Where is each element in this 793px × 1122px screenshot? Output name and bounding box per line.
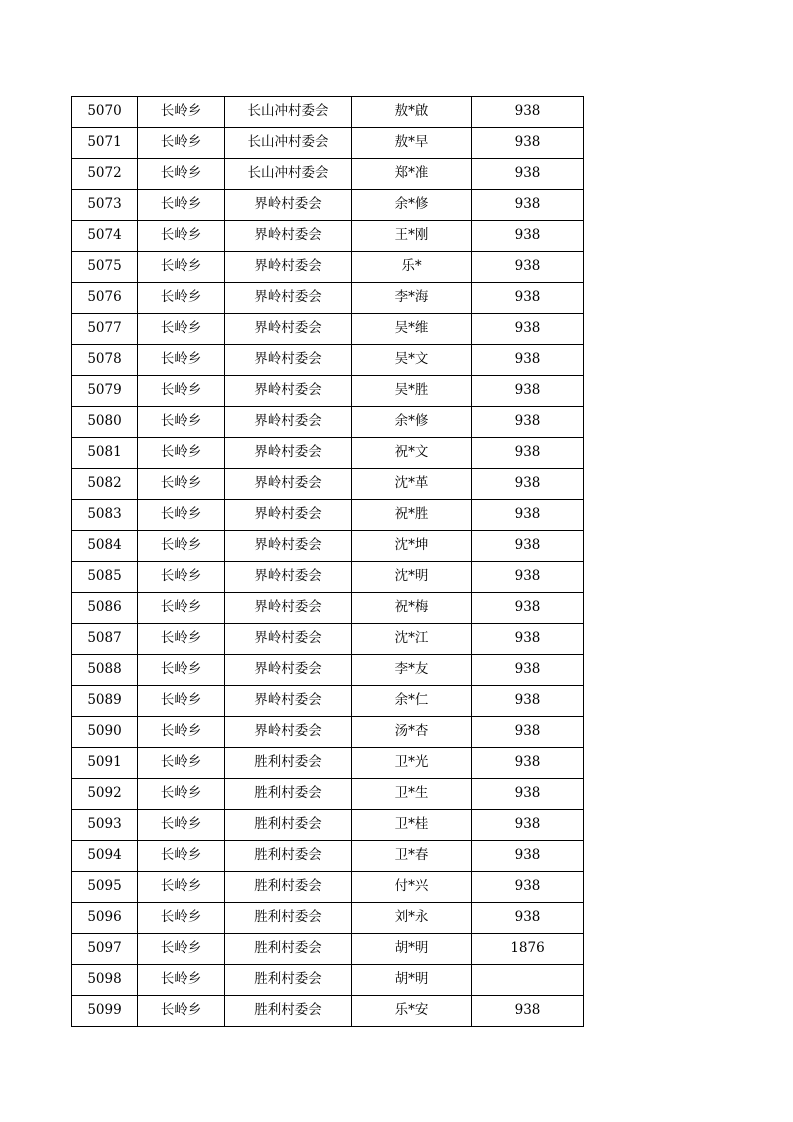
village-committee-cell: 胜利村委会 <box>225 810 352 841</box>
name-cell: 余*仁 <box>352 686 472 717</box>
village-committee-cell: 界岭村委会 <box>225 221 352 252</box>
table-row <box>72 562 584 593</box>
township-cell: 长岭乡 <box>138 283 225 314</box>
amount-cell: 938 <box>472 779 584 810</box>
amount-cell: 938 <box>472 128 584 159</box>
township-cell: 长岭乡 <box>138 531 225 562</box>
table-row <box>72 407 584 438</box>
table-row <box>72 376 584 407</box>
amount-cell: 938 <box>472 159 584 190</box>
amount-cell: 938 <box>472 314 584 345</box>
amount-cell: 938 <box>472 438 584 469</box>
village-committee-cell: 胜利村委会 <box>225 872 352 903</box>
village-committee-cell: 长山冲村委会 <box>225 97 352 128</box>
township-cell: 长岭乡 <box>138 159 225 190</box>
row-id-cell: 5083 <box>72 500 138 531</box>
amount-cell: 938 <box>472 903 584 934</box>
village-committee-cell: 界岭村委会 <box>225 283 352 314</box>
amount-cell: 938 <box>472 531 584 562</box>
village-committee-cell: 界岭村委会 <box>225 376 352 407</box>
row-id-cell: 5079 <box>72 376 138 407</box>
amount-cell: 938 <box>472 717 584 748</box>
name-cell: 敖*早 <box>352 128 472 159</box>
village-committee-cell: 界岭村委会 <box>225 717 352 748</box>
table-row <box>72 159 584 190</box>
table-row <box>72 190 584 221</box>
row-id-cell: 5087 <box>72 624 138 655</box>
village-committee-cell: 界岭村委会 <box>225 407 352 438</box>
amount-cell: 938 <box>472 500 584 531</box>
village-committee-cell: 界岭村委会 <box>225 438 352 469</box>
township-cell: 长岭乡 <box>138 221 225 252</box>
amount-cell: 938 <box>472 562 584 593</box>
row-id-cell: 5082 <box>72 469 138 500</box>
village-committee-cell: 胜利村委会 <box>225 779 352 810</box>
name-cell: 余*修 <box>352 190 472 221</box>
village-committee-cell: 胜利村委会 <box>225 903 352 934</box>
amount-cell: 938 <box>472 810 584 841</box>
table-row <box>72 593 584 624</box>
amount-cell: 1876 <box>472 934 584 965</box>
township-cell: 长岭乡 <box>138 965 225 996</box>
row-id-cell: 5072 <box>72 159 138 190</box>
row-id-cell: 5075 <box>72 252 138 283</box>
village-committee-cell: 界岭村委会 <box>225 624 352 655</box>
name-cell: 胡*明 <box>352 934 472 965</box>
village-committee-cell: 界岭村委会 <box>225 500 352 531</box>
village-committee-cell: 界岭村委会 <box>225 686 352 717</box>
row-id-cell: 5070 <box>72 97 138 128</box>
name-cell: 王*刚 <box>352 221 472 252</box>
name-cell: 沈*坤 <box>352 531 472 562</box>
table-row <box>72 345 584 376</box>
table-row <box>72 841 584 872</box>
table-row <box>72 996 584 1027</box>
table-row <box>72 717 584 748</box>
row-id-cell: 5090 <box>72 717 138 748</box>
township-cell: 长岭乡 <box>138 717 225 748</box>
table-row <box>72 624 584 655</box>
village-committee-cell: 界岭村委会 <box>225 531 352 562</box>
row-id-cell: 5071 <box>72 128 138 159</box>
village-committee-cell: 界岭村委会 <box>225 593 352 624</box>
name-cell: 沈*江 <box>352 624 472 655</box>
name-cell: 乐* <box>352 252 472 283</box>
township-cell: 长岭乡 <box>138 438 225 469</box>
name-cell: 刘*永 <box>352 903 472 934</box>
name-cell: 汤*杏 <box>352 717 472 748</box>
amount-cell: 938 <box>472 655 584 686</box>
table-row <box>72 655 584 686</box>
name-cell: 卫*光 <box>352 748 472 779</box>
township-cell: 长岭乡 <box>138 655 225 686</box>
township-cell: 长岭乡 <box>138 624 225 655</box>
table-row <box>72 252 584 283</box>
table-row <box>72 872 584 903</box>
amount-cell <box>472 965 584 996</box>
village-committee-cell: 界岭村委会 <box>225 562 352 593</box>
row-id-cell: 5091 <box>72 748 138 779</box>
row-id-cell: 5092 <box>72 779 138 810</box>
amount-cell: 938 <box>472 593 584 624</box>
table-row <box>72 748 584 779</box>
name-cell: 李*海 <box>352 283 472 314</box>
name-cell: 卫*春 <box>352 841 472 872</box>
name-cell: 吴*文 <box>352 345 472 376</box>
row-id-cell: 5084 <box>72 531 138 562</box>
table-body <box>72 97 584 1027</box>
amount-cell: 938 <box>472 996 584 1027</box>
township-cell: 长岭乡 <box>138 407 225 438</box>
name-cell: 吴*胜 <box>352 376 472 407</box>
village-committee-cell: 长山冲村委会 <box>225 128 352 159</box>
table-row <box>72 314 584 345</box>
township-cell: 长岭乡 <box>138 748 225 779</box>
name-cell: 李*友 <box>352 655 472 686</box>
row-id-cell: 5098 <box>72 965 138 996</box>
row-id-cell: 5077 <box>72 314 138 345</box>
name-cell: 祝*文 <box>352 438 472 469</box>
data-table <box>71 96 584 1027</box>
amount-cell: 938 <box>472 748 584 779</box>
table-row <box>72 965 584 996</box>
row-id-cell: 5086 <box>72 593 138 624</box>
row-id-cell: 5074 <box>72 221 138 252</box>
table-row <box>72 97 584 128</box>
amount-cell: 938 <box>472 624 584 655</box>
row-id-cell: 5076 <box>72 283 138 314</box>
township-cell: 长岭乡 <box>138 810 225 841</box>
village-committee-cell: 界岭村委会 <box>225 252 352 283</box>
name-cell: 沈*明 <box>352 562 472 593</box>
row-id-cell: 5095 <box>72 872 138 903</box>
township-cell: 长岭乡 <box>138 841 225 872</box>
amount-cell: 938 <box>472 190 584 221</box>
row-id-cell: 5085 <box>72 562 138 593</box>
name-cell: 沈*革 <box>352 469 472 500</box>
village-committee-cell: 胜利村委会 <box>225 996 352 1027</box>
amount-cell: 938 <box>472 841 584 872</box>
village-committee-cell: 胜利村委会 <box>225 934 352 965</box>
name-cell: 付*兴 <box>352 872 472 903</box>
township-cell: 长岭乡 <box>138 190 225 221</box>
table-row <box>72 128 584 159</box>
amount-cell: 938 <box>472 469 584 500</box>
name-cell: 祝*梅 <box>352 593 472 624</box>
township-cell: 长岭乡 <box>138 128 225 159</box>
row-id-cell: 5088 <box>72 655 138 686</box>
table-row <box>72 779 584 810</box>
table-row <box>72 500 584 531</box>
township-cell: 长岭乡 <box>138 252 225 283</box>
township-cell: 长岭乡 <box>138 562 225 593</box>
township-cell: 长岭乡 <box>138 934 225 965</box>
table-row <box>72 686 584 717</box>
village-committee-cell: 界岭村委会 <box>225 655 352 686</box>
row-id-cell: 5089 <box>72 686 138 717</box>
amount-cell: 938 <box>472 252 584 283</box>
village-committee-cell: 界岭村委会 <box>225 314 352 345</box>
amount-cell: 938 <box>472 407 584 438</box>
row-id-cell: 5094 <box>72 841 138 872</box>
amount-cell: 938 <box>472 221 584 252</box>
table-row <box>72 438 584 469</box>
name-cell: 祝*胜 <box>352 500 472 531</box>
township-cell: 长岭乡 <box>138 97 225 128</box>
name-cell: 胡*明 <box>352 965 472 996</box>
table-row <box>72 283 584 314</box>
township-cell: 长岭乡 <box>138 500 225 531</box>
amount-cell: 938 <box>472 376 584 407</box>
township-cell: 长岭乡 <box>138 314 225 345</box>
township-cell: 长岭乡 <box>138 903 225 934</box>
name-cell: 郑*准 <box>352 159 472 190</box>
amount-cell: 938 <box>472 686 584 717</box>
village-committee-cell: 胜利村委会 <box>225 841 352 872</box>
table-row <box>72 531 584 562</box>
amount-cell: 938 <box>472 872 584 903</box>
township-cell: 长岭乡 <box>138 872 225 903</box>
amount-cell: 938 <box>472 345 584 376</box>
table-row <box>72 810 584 841</box>
table-row <box>72 903 584 934</box>
township-cell: 长岭乡 <box>138 779 225 810</box>
village-committee-cell: 胜利村委会 <box>225 965 352 996</box>
amount-cell: 938 <box>472 97 584 128</box>
township-cell: 长岭乡 <box>138 686 225 717</box>
amount-cell: 938 <box>472 283 584 314</box>
row-id-cell: 5099 <box>72 996 138 1027</box>
village-committee-cell: 胜利村委会 <box>225 748 352 779</box>
township-cell: 长岭乡 <box>138 593 225 624</box>
row-id-cell: 5093 <box>72 810 138 841</box>
row-id-cell: 5081 <box>72 438 138 469</box>
township-cell: 长岭乡 <box>138 469 225 500</box>
village-committee-cell: 界岭村委会 <box>225 345 352 376</box>
village-committee-cell: 界岭村委会 <box>225 190 352 221</box>
row-id-cell: 5073 <box>72 190 138 221</box>
row-id-cell: 5078 <box>72 345 138 376</box>
table-row <box>72 934 584 965</box>
village-committee-cell: 长山冲村委会 <box>225 159 352 190</box>
row-id-cell: 5097 <box>72 934 138 965</box>
name-cell: 吴*维 <box>352 314 472 345</box>
township-cell: 长岭乡 <box>138 376 225 407</box>
name-cell: 余*修 <box>352 407 472 438</box>
name-cell: 乐*安 <box>352 996 472 1027</box>
row-id-cell: 5080 <box>72 407 138 438</box>
name-cell: 卫*生 <box>352 779 472 810</box>
name-cell: 敖*啟 <box>352 97 472 128</box>
township-cell: 长岭乡 <box>138 996 225 1027</box>
village-committee-cell: 界岭村委会 <box>225 469 352 500</box>
table-row <box>72 221 584 252</box>
row-id-cell: 5096 <box>72 903 138 934</box>
township-cell: 长岭乡 <box>138 345 225 376</box>
name-cell: 卫*桂 <box>352 810 472 841</box>
table-row <box>72 469 584 500</box>
